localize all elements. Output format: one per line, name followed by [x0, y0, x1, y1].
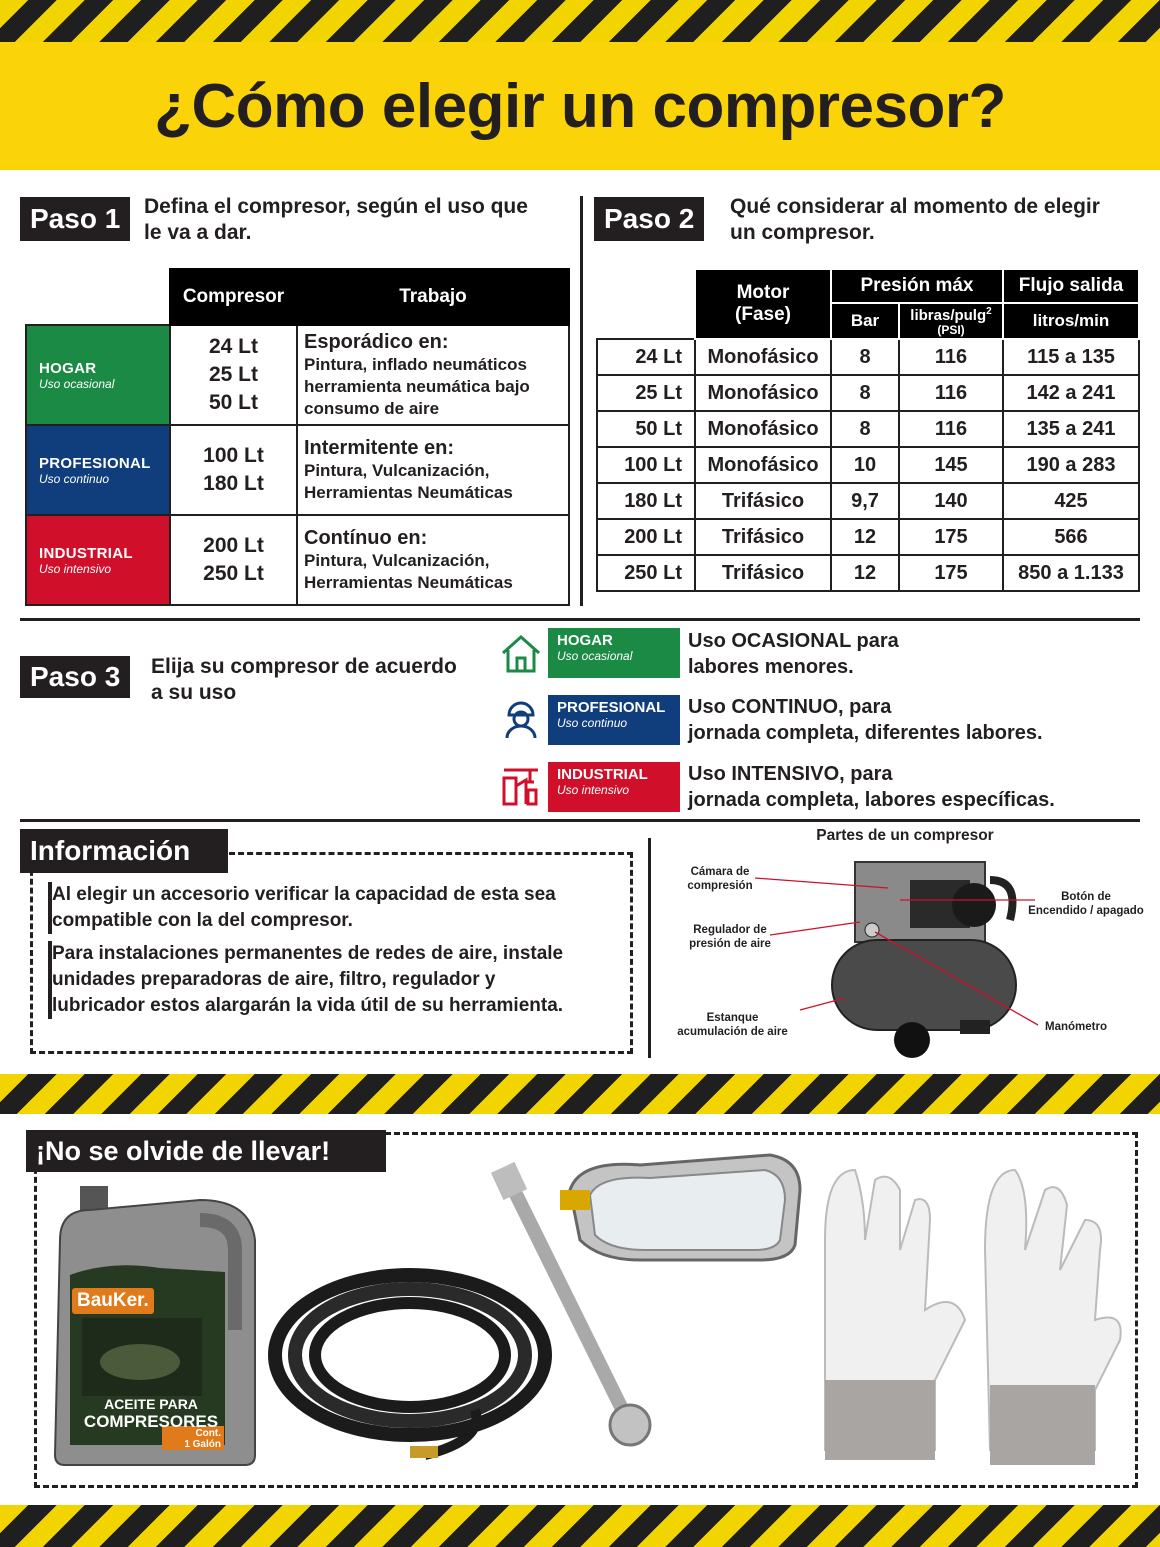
divider — [20, 618, 1140, 621]
oil-content: Cont. 1 Galón — [184, 1428, 221, 1450]
house-icon — [500, 632, 542, 674]
air-tank — [832, 940, 1016, 1030]
step1-description — [144, 194, 528, 246]
bar-cell: 8 — [831, 339, 899, 375]
motor-cell: Monofásico — [695, 411, 831, 447]
capacity-cell: 25 Lt — [597, 375, 695, 411]
legend-hogar: HOGAR Uso ocasional — [548, 628, 680, 678]
work-cell: Esporádico en: Pintura, inflado neumáticos herramienta neumática bajo consumo de aire — [297, 325, 569, 425]
label-estanque: Estanque acumulación de aire — [677, 1012, 788, 1038]
hazard-stripe-bottom — [0, 1505, 1160, 1547]
step2-desc-line2: un compresor. — [730, 221, 875, 244]
category-hogar: HOGAR Uso ocasional — [26, 325, 170, 425]
info-divider — [648, 838, 651, 1058]
flow-cell: 115 a 135 — [1003, 339, 1139, 375]
capacity-cell: 180 Lt — [597, 483, 695, 519]
capacity-cell: 200 Lt — [597, 519, 695, 555]
psi-cell: 116 — [899, 411, 1003, 447]
hazard-stripe-middle — [0, 1074, 1160, 1114]
psi-cell: 145 — [899, 447, 1003, 483]
info-paragraph-2: Para instalaciones permanentes de redes de aire, instale unidades preparadoras de aire, filtro, regulador y lubricador estos alargarán la vida útil de su herramienta. — [48, 941, 563, 1019]
header-flujo: Flujo salida — [1003, 269, 1139, 303]
usage-table — [25, 268, 570, 606]
spec-row — [597, 411, 1139, 447]
bar-cell: 12 — [831, 519, 899, 555]
legend-text-hogar: Uso OCASIONAL para labores menores. — [688, 630, 899, 678]
step1-desc-line1: Defina el compresor, según el uso que — [144, 195, 528, 218]
bar-cell: 12 — [831, 555, 899, 591]
header-trabajo: Trabajo — [297, 269, 569, 325]
capacities-cell: 100 Lt 180 Lt — [170, 425, 297, 515]
spec-row — [597, 483, 1139, 519]
psi-cell: 116 — [899, 375, 1003, 411]
header-compresor: Compresor — [170, 269, 297, 325]
info-paragraph-1: Al elegir un accesorio verificar la capacidad de esta sea compatible con la del compresor. — [48, 882, 556, 934]
wheel — [894, 1022, 930, 1058]
parts-title: Partes de un compresor — [816, 827, 994, 844]
table-row — [26, 425, 569, 515]
capacities-cell: 200 Lt 250 Lt — [170, 515, 297, 605]
safety-goggles — [560, 1150, 810, 1265]
psi-cell: 116 — [899, 339, 1003, 375]
table-row — [26, 515, 569, 605]
motor-cell: Trifásico — [695, 555, 831, 591]
bar-cell: 9,7 — [831, 483, 899, 519]
manometer — [865, 923, 879, 937]
header-lpm: litros/min — [1003, 303, 1139, 339]
flow-cell: 190 a 283 — [1003, 447, 1139, 483]
hazard-stripe-top — [0, 0, 1160, 42]
category-profesional: PROFESIONAL Uso continuo — [26, 425, 170, 515]
bar-cell: 8 — [831, 411, 899, 447]
capacity-cell: 24 Lt — [597, 339, 695, 375]
category-industrial: INDUSTRIAL Uso intensivo — [26, 515, 170, 605]
pulley — [952, 883, 996, 927]
step3-desc-line1: Elija su compresor de acuerdo — [151, 655, 457, 678]
legend-profesional: PROFESIONAL Uso continuo — [548, 695, 680, 745]
page-title: ¿Cómo elegir un compresor? — [154, 71, 1006, 141]
label-manometro: Manómetro — [1045, 1021, 1107, 1033]
flow-cell: 850 a 1.133 — [1003, 555, 1139, 591]
factory-icon — [500, 764, 542, 806]
step3-description — [151, 654, 457, 706]
oil-brand: BauKer. — [72, 1288, 154, 1314]
motor-cell: Monofásico — [695, 447, 831, 483]
header-motor: Motor (Fase) — [695, 269, 831, 339]
divider — [20, 819, 1140, 822]
motor-cell: Trifásico — [695, 483, 831, 519]
legend-text-industrial: Uso INTENSIVO, para jornada completa, labores específicas. — [688, 763, 1055, 811]
column-divider — [580, 196, 583, 606]
spec-row — [597, 519, 1139, 555]
spec-row — [597, 447, 1139, 483]
step2-tag: Paso 2 — [594, 197, 704, 241]
step3-tag: Paso 3 — [20, 656, 130, 698]
step3-desc-line2: a su uso — [151, 681, 237, 704]
psi-cell: 175 — [899, 519, 1003, 555]
spec-row — [597, 375, 1139, 411]
step1-tag: Paso 1 — [20, 197, 130, 241]
legend-text-profesional: Uso CONTINUO, para jornada completa, diferentes labores. — [688, 696, 1043, 744]
table-row — [26, 325, 569, 425]
motor-cell: Monofásico — [695, 339, 831, 375]
capacities-cell: 24 Lt 25 Lt 50 Lt — [170, 325, 297, 425]
psi-cell: 140 — [899, 483, 1003, 519]
header-banner — [0, 42, 1160, 170]
work-cell: Intermitente en: Pintura, Vulcanización, Herramientas Neumáticas — [297, 425, 569, 515]
flow-cell: 142 a 241 — [1003, 375, 1139, 411]
header-psi: libras/pulg$^2$ (PSI) — [899, 303, 1003, 339]
capacity-cell: 50 Lt — [597, 411, 695, 447]
flow-cell: 135 a 241 — [1003, 411, 1139, 447]
label-camara: Cámara de compresión — [687, 866, 753, 892]
reminder-tag: ¡No se olvide de llevar! — [26, 1130, 386, 1172]
bar-cell: 8 — [831, 375, 899, 411]
step1-desc-line2: le va a dar. — [144, 221, 252, 244]
flow-cell: 425 — [1003, 483, 1139, 519]
capacity-cell: 100 Lt — [597, 447, 695, 483]
work-gloves — [805, 1150, 1135, 1490]
bar-cell: 10 — [831, 447, 899, 483]
legend-industrial: INDUSTRIAL Uso intensivo — [548, 762, 680, 812]
psi-cell: 175 — [899, 555, 1003, 591]
step2-desc-line1: Qué considerar al momento de elegir — [730, 195, 1100, 218]
step2-description — [730, 194, 1100, 246]
foot — [960, 1020, 990, 1034]
motor-cell: Trifásico — [695, 519, 831, 555]
header-bar: Bar — [831, 303, 899, 339]
worker-icon — [500, 697, 542, 739]
specs-table — [596, 268, 1140, 592]
work-cell: Contínuo en: Pintura, Vulcanización, Herramientas Neumáticas — [297, 515, 569, 605]
header-presion: Presión máx — [831, 269, 1003, 303]
motor-cell: Monofásico — [695, 375, 831, 411]
oil-label: ACEITE PARA COMPRESORES — [83, 1396, 219, 1431]
spec-row — [597, 339, 1139, 375]
capacity-cell: 250 Lt — [597, 555, 695, 591]
info-tag: Información — [20, 829, 228, 873]
label-boton: Botón de Encendido / apagado — [1028, 891, 1144, 917]
flow-cell: 566 — [1003, 519, 1139, 555]
spec-row — [597, 555, 1139, 591]
label-regulador: Regulador de presión de aire — [689, 924, 771, 950]
